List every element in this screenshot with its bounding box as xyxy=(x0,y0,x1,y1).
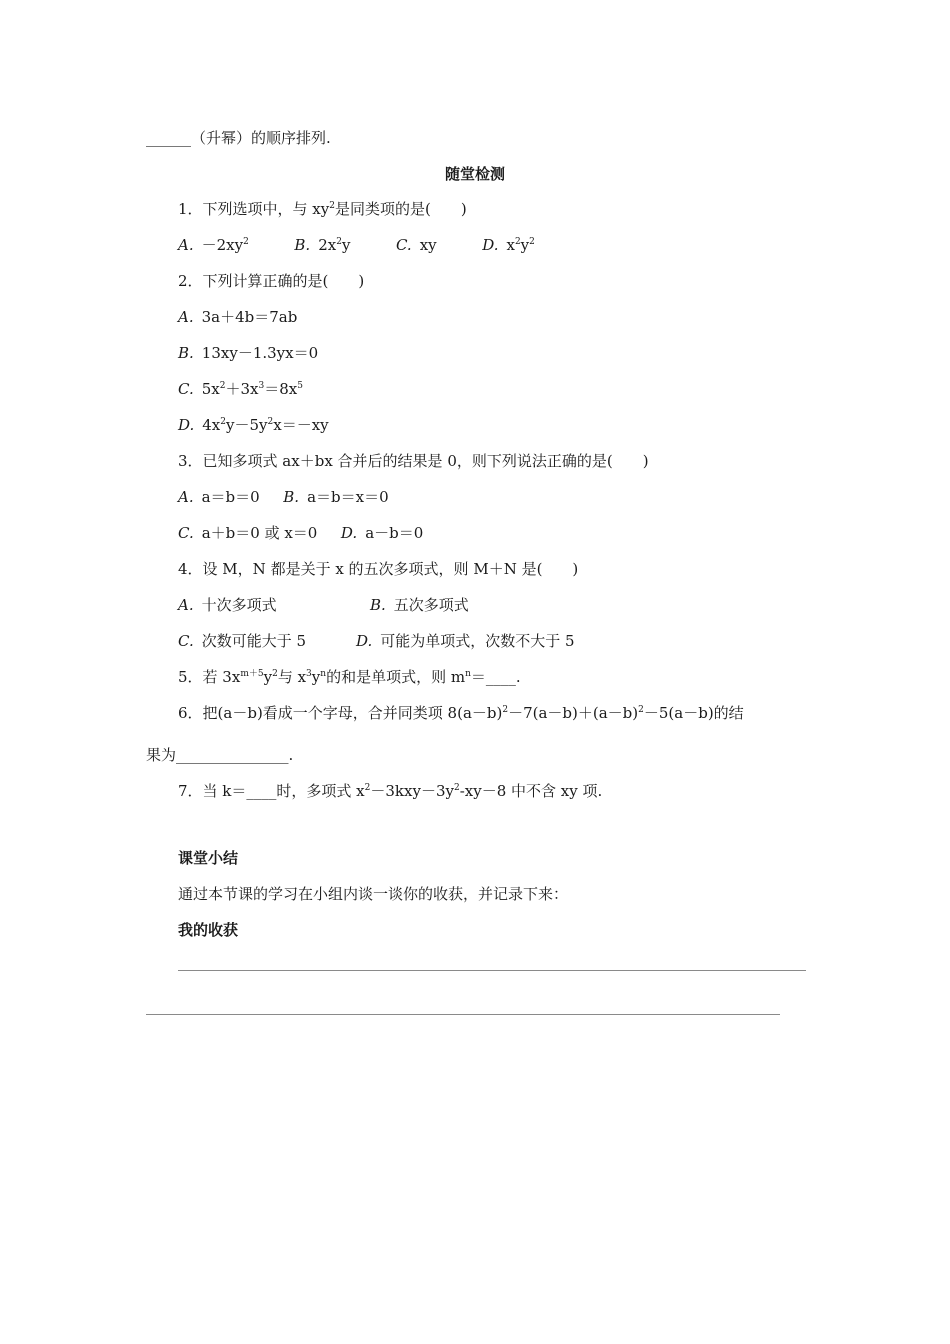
answer-line-2 xyxy=(146,1014,780,1015)
gain-heading: 我的收获 xyxy=(178,921,239,939)
question-7: 7．当 k＝____时，多项式 $x^2-3kxy-3y^2-xy-8$ 中不含 xy 项. xyxy=(178,782,603,800)
summary-text: 通过本节课的学习在小组内谈一谈你的收获，并记录下来： xyxy=(178,885,569,903)
option-a-label: A. xyxy=(178,236,194,254)
question-2-option-b: B. 13xy－1.3yx＝0 xyxy=(178,344,319,362)
option-b-label: B. xyxy=(294,236,311,254)
question-5: 5．若 $3x^{m+5}y^2$与 $x^3y^n$的和是单项式，则 $m^n=\_\_\_\_$. xyxy=(178,668,521,686)
question-2-option-c: C. $5x^2+3x^3=8x^5$ xyxy=(178,380,303,398)
question-2: 2．下列计算正确的是( ) xyxy=(178,272,365,290)
question-4-option-b: B. 五次多项式 xyxy=(370,596,469,614)
question-2-option-d: D. $4x^2y-5y^2x=-xy$ xyxy=(178,416,329,434)
section-title: 随堂检测 xyxy=(444,165,505,183)
question-4-options-ab: A. 十次多项式 xyxy=(178,596,277,614)
question-1-options: A. $-2xy^2$ B. $2x^2y$ C. xy D. $x^2y^2$ xyxy=(178,236,535,254)
question-2-option-a: A. 3a＋4b＝7ab xyxy=(178,308,298,326)
option-d-label: D. xyxy=(482,236,499,254)
question-1: 1．下列选项中，与 $xy^2$是同类项的是( ) xyxy=(178,200,467,218)
question-3-options-ab: A. a＝b＝0 B. a＝b＝x＝0 xyxy=(178,488,389,506)
question-4: 4．设 M，N 都是关于 x 的五次多项式，则 M＋N 是( ) xyxy=(178,560,579,578)
summary-heading: 课堂小结 xyxy=(178,849,239,867)
top-line: ______（升幂）的顺序排列. xyxy=(146,129,331,147)
question-6-continued: 果为_______________. xyxy=(146,746,294,764)
question-4-option-d: D. 可能为单项式，次数不大于 5 xyxy=(356,632,575,650)
question-3: 3．已知多项式 ax＋bx 合并后的结果是 0，则下列说法正确的是( ) xyxy=(178,452,649,470)
question-3-options-cd: C. a＋b＝0 或 x＝0 D. a－b＝0 xyxy=(178,524,424,542)
option-c-label: C. xyxy=(395,236,412,254)
answer-line-1 xyxy=(178,970,806,971)
question-6: 6．把(a－b)看成一个字母，合并同类项 $8(a-b)^2-7(a-b)+(a-b)^2-5(a-b)$的结 xyxy=(178,704,744,722)
question-4-option-c: C. 次数可能大于 5 xyxy=(178,632,307,650)
